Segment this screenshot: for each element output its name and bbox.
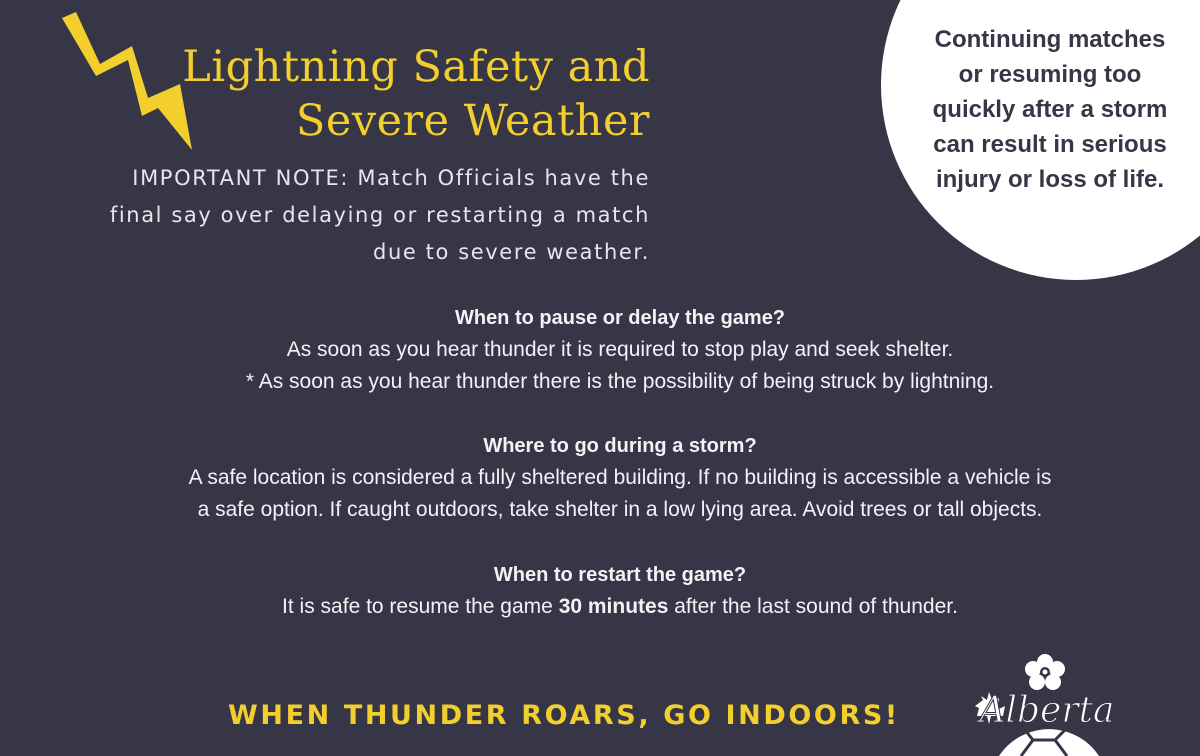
title-line-2: Severe Weather [295,96,650,146]
callout-line-3: quickly after a storm [932,96,1168,123]
soccer-ball-wild-rose-logo [975,650,1120,756]
section-answer-line: A safe location is considered a fully sheltered building. If no building is accessible a vehicle is [188,466,1052,489]
section-answer-line [90,591,1150,623]
answer-text-after: after the last sound of thunder. [668,595,958,618]
answer-highlight-duration: 30 minutes [558,595,669,618]
footer-slogan: WHEN THUNDER ROARS, GO INDOORS! [228,700,900,731]
answer-text-before: It is safe to resume the game [282,595,559,618]
page-title [170,40,650,148]
important-note [40,160,650,271]
callout-line-4: can result in serious [933,131,1167,158]
wild-rose-icon [1025,654,1065,690]
section-pause-delay [90,302,1150,398]
section-question: When to restart the game? [493,564,747,586]
callout-line-2: or resuming too [958,61,1142,88]
callout-line-1: Continuing matches [934,26,1166,53]
note-line-2: final say over delaying or restarting a match [109,203,650,227]
section-question: Where to go during a storm? [483,435,757,457]
section-answer-line: a safe option. If caught outdoors, take shelter in a low lying area. Avoid trees or tall objects. [197,498,1043,521]
section-answer-line: As soon as you hear thunder it is required to stop play and seek shelter. [286,338,954,361]
logo-wordmark: Alberta [979,690,1115,731]
callout-line-5: injury or loss of life. [935,166,1165,193]
section-where-to-go [90,430,1150,526]
callout-text [905,22,1195,197]
section-question: When to pause or delay the game? [454,307,786,329]
note-line-3: due to severe weather. [373,240,650,264]
soccer-ball-icon [999,729,1099,756]
section-restart [90,559,1150,623]
note-line-1: IMPORTANT NOTE: Match Officials have the [132,166,650,190]
section-answer-line: * As soon as you hear thunder there is the possibility of being struck by lightning. [245,370,995,393]
title-line-1: Lightning Safety and [182,42,650,92]
